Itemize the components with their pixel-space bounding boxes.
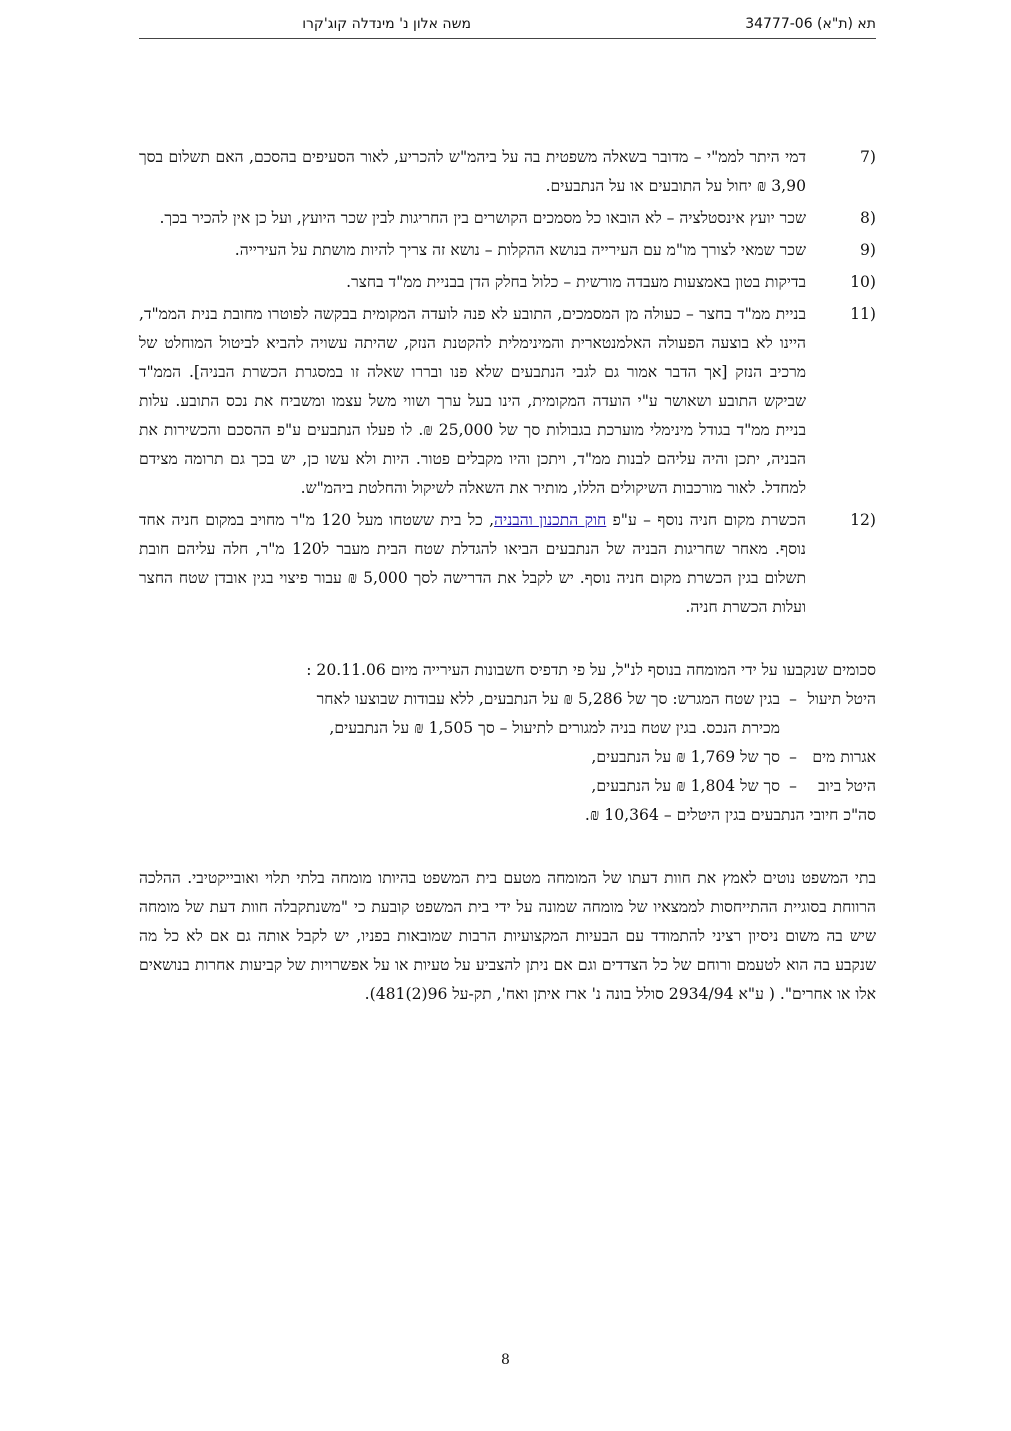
summary-total: סה"כ חיובי הנתבעים בגין היטלים – 10,364 ₪.: [584, 806, 876, 824]
legal-quote-paragraph: בתי המשפט נוטים לאמץ את חוות דעתו של המומחה מטעם בית המשפט בהיותו מומחה בלתי תלוי ואובייקטיבי. ההלכה הרווחת בסוגיית ההתייחסות לממצאיו של מומחה שמונה על ידי בית המשפט קובעת כי "משנתקבלה חוות דעת של מומחה שיש בה משום ניסיון רציני להתמודד עם הבעיות המקצועיות הרבות שמובאות בפניו, יש לקבל אותה גם אם לא כל מה שנקבע בה הוא לטעמם ורוחם של כל הצדדים וגם אם ניתן להצביע על טעיות או על אפשרויות של קביעות אחרות בנושאים אלו או אחרים". ( ע"א 2934/94 סולל בונה נ' ארז איתן ואח', תק-על 96(2)481).: [139, 869, 876, 1003]
list-item: [139, 236, 876, 265]
item-number: 10): [850, 273, 876, 291]
page-number: 8: [501, 1352, 510, 1368]
fees-summary: [139, 656, 876, 830]
item-text: שכר יועץ אינסטלציה – לא הובאו כל מסמכים הקושרים בין החריגות לבין שכר היועץ, ועל כן אין להכיר בכך.: [159, 209, 806, 227]
list-item: [139, 268, 876, 297]
fee-dash: –: [789, 777, 797, 795]
fee-text: בגין שטח המגרש: סך של 5,286 ₪ על הנתבעים, ללא עבודות שבוצעו לאחר: [316, 690, 780, 708]
item-number: 9): [859, 241, 876, 259]
summary-row: [139, 685, 876, 714]
item-number: 8): [859, 209, 876, 227]
item-text: בדיקות בטון באמצעות מעבדה מורשית – כלול בחלק הדן בבניית ממ"ד בחצר.: [346, 273, 806, 291]
summary-row: [139, 772, 876, 801]
fee-label: היטל ביוב: [818, 777, 876, 795]
fee-text: סך של 1,769 ₪ על הנתבעים,: [591, 748, 780, 766]
item-text-before-link: הכשרת מקום חניה נוסף – ע"פ: [606, 511, 807, 529]
summary-row-continuation: מכירת הנכס. בגין שטח בניה למגורים לתיעול – סך 1,505 ₪ על הנתבעים,: [329, 719, 780, 737]
item-number: 7): [859, 148, 876, 166]
law-link[interactable]: חוק התכנון והבניה: [494, 511, 607, 529]
fee-dash: –: [789, 690, 797, 708]
list-item: [139, 300, 876, 503]
summary-intro: סכומים שנקבעו על ידי המומחה בנוסף לנ"ל, על פי תדפיס חשבונות העירייה מיום 20.11.06 :: [306, 661, 876, 679]
item-number: 11): [850, 305, 876, 323]
list-item: [139, 143, 876, 201]
page-header: [139, 12, 876, 39]
fee-label: היטל תיעול: [807, 690, 876, 708]
item-text-after-link: , כל בית ששטחו מעל 120 מ"ר מחויב במקום חניה אחד נוסף. מאחר שחריגות הבניה של הנתבעים הביאו להגדלת שטח הבית מעבר ל120 מ"ר, חלה עליהם חובת תשלום בגין הכשרת מקום חניה נוסף. יש לקבל את הדרישה לסך 5,000 ₪ עבור פיצוי בגין אובדן שטח החצר ועלות הכשרת חניה.: [139, 511, 807, 616]
case-parties: משה אלון נ' מינדלה קוג'קרו: [302, 16, 471, 32]
item-number: 12): [850, 511, 876, 529]
list-item: [139, 506, 876, 622]
fee-label: אגרות מים: [812, 748, 876, 766]
fee-dash: –: [789, 748, 797, 766]
item-text: שכר שמאי לצורך מו"מ עם העירייה בנושא ההקלות – נושא זה צריך להיות מושתת על העירייה.: [234, 241, 806, 259]
item-text: דמי היתר לממ"י – מדובר בשאלה משפטית בה על ביהמ"ש להכריע, לאור הסעיפים בהסכם, האם תשלום בסך 3,90 ₪ יחול על התובעים או על הנתבעים.: [139, 148, 806, 195]
list-item: [139, 204, 876, 233]
case-number: תא (ת"א) 34777-06: [745, 16, 876, 32]
summary-row: [139, 743, 876, 772]
fee-text: סך של 1,804 ₪ על הנתבעים,: [591, 777, 780, 795]
document-body: [139, 143, 876, 1009]
item-text: בניית ממ"ד בחצר – כעולה מן המסמכים, התובע לא פנה לועדה המקומית בבקשה לפוטרו מחובת בנית הממ"ד, היינו לא בוצעה הפעולה האלמנטארית והמינימלית להקטנת הנזק, שהיתה עשויה להביא לביטול המוחלט של מרכיב הנזק [אך הדבר אמור גם לגבי הנתבעים שלא פנו ובררו שאלה זו במסגרת הכשרת הבניה]. הממ"ד שביקש התובע ושאושר ע"י הועדה המקומית, הינו בעל ערך ושווי משל עצמו ומשביח את נכס התובע. עלות בניית ממ"ד בגודל מינימלי מוערכת בגבולות סך של 25,000 ₪. לו פעלו הנתבעים ע"פ ההסכם והכשירות את הבניה, יתכן והיה עליהם לבנות ממ"ד, ויתכן והיו מקבלים פטור. היות ולא עשו כן, יש בכך גם תרומה מצידם למחדל. לאור מורכבות השיקולים הללו, מותיר את השאלה לשיקול והחלטת ביהמ"ש.: [139, 305, 806, 497]
